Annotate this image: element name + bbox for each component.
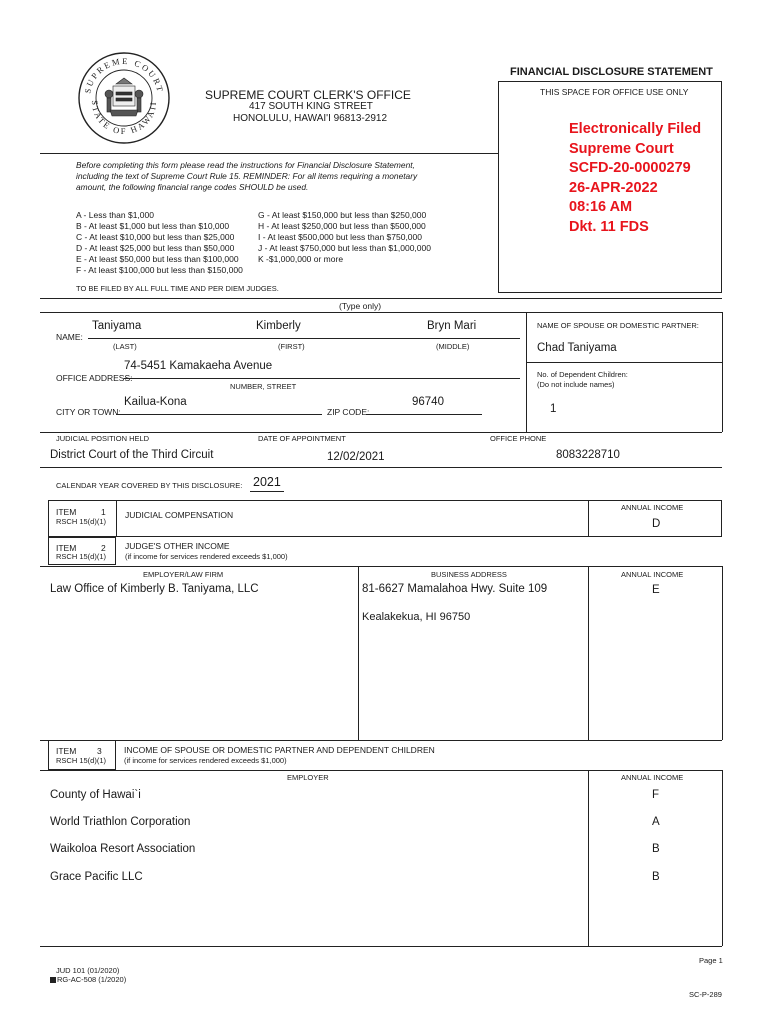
city-underline: [116, 414, 322, 415]
instructions-text: [76, 160, 496, 193]
city-value: Kailua-Kona: [124, 396, 187, 408]
judicial-row-bottom: [40, 467, 722, 468]
item3-title: INCOME OF SPOUSE OR DOMESTIC PARTNER AND DEPENDENT CHILDREN: [124, 745, 435, 755]
item3-row-employer: Grace Pacific LLC: [50, 871, 143, 883]
zip-underline: [366, 414, 482, 415]
type-only-label: (Type only): [339, 301, 382, 311]
office-address-value: 74-5451 Kamakaeha Avenue: [124, 360, 273, 372]
item3-col-divider: [588, 770, 589, 946]
address-underline: [124, 378, 520, 379]
item3-row-income: A: [652, 816, 660, 828]
range-code: F - At least $100,000 but less than $150,000: [76, 264, 243, 275]
item3-row-income: B: [652, 843, 660, 855]
stamp-line-3: SCFD-20-0000279: [569, 160, 691, 176]
name-block-top: [40, 312, 722, 313]
item2-address-line-1: 81-6627 Mamalahoa Hwy. Suite 109: [362, 583, 548, 595]
phone-label: OFFICE PHONE: [490, 434, 547, 443]
item3-row-employer: County of Hawai`i: [50, 789, 141, 801]
calendar-year-label: CALENDAR YEAR COVERED BY THIS DISCLOSURE:: [56, 481, 243, 490]
item3-row-income: F: [652, 789, 660, 801]
item2-right-edge: [722, 566, 723, 740]
name-label: NAME:: [56, 332, 83, 342]
item1-divider-left: [116, 500, 117, 537]
spouse-divider-h: [526, 362, 722, 363]
range-codes-right: [258, 210, 431, 265]
middle-name-value: Bryn Mari: [427, 320, 477, 332]
calendar-year-value: 2021: [253, 475, 281, 489]
item2-income-value: E: [652, 584, 660, 596]
item2-item-label: ITEM: [56, 543, 77, 553]
range-code: A - Less than $1,000: [76, 210, 154, 220]
position-label: JUDICIAL POSITION HELD: [56, 434, 150, 443]
item3-table-bottom: [40, 946, 722, 947]
item3-employer-label: EMPLOYER: [287, 773, 329, 782]
item3-rsch: RSCH 15(d)(1): [56, 756, 107, 765]
phone-value: 8083228710: [556, 449, 620, 461]
form-number-1: JUD 101 (01/2020): [56, 966, 120, 975]
stamp-line-1: Electronically Filed: [569, 121, 702, 137]
seal-top-text: SUPREME COURT: [82, 55, 166, 95]
form-number-2-row: [50, 975, 126, 984]
item2-rsch: RSCH 15(d)(1): [56, 552, 107, 561]
range-code: K -$1,000,000 or more: [258, 253, 344, 264]
item2-table-top: [40, 566, 722, 567]
seal-bottom-text: STATE OF HAWAII: [89, 99, 159, 137]
item3-table-top: [40, 770, 722, 771]
name-block-bottom: [40, 432, 722, 433]
stamp-line-4: 26-APR-2022: [569, 179, 658, 196]
item1-rsch: RSCH 15(d)(1): [56, 517, 107, 526]
item2-employer-value: Law Office of Kimberly B. Taniyama, LLC: [50, 583, 259, 595]
dependents-label: No. of Dependent Children:: [537, 370, 628, 379]
zip-label: ZIP CODE:: [327, 407, 370, 417]
form-number-2: RG-AC-508 (1/2020): [57, 975, 127, 984]
range-code: H - At least $250,000 but less than $500,000: [258, 220, 426, 231]
right-edge: [722, 312, 723, 432]
item1-income-value: D: [652, 518, 661, 530]
office-street: 417 SOUTH KING STREET: [249, 101, 373, 112]
range-code: G - At least $150,000 but less than $250,000: [258, 210, 427, 220]
first-name-label: (FIRST): [278, 342, 305, 351]
item1-divider-right: [588, 500, 589, 537]
name-underline: [88, 338, 520, 339]
range-code: J - At least $750,000 but less than $1,000,000: [258, 242, 431, 253]
spouse-label: NAME OF SPOUSE OR DOMESTIC PARTNER:: [537, 321, 699, 330]
type-only-rule: [40, 298, 722, 299]
range-code: D - At least $25,000 but less than $50,000: [76, 242, 235, 253]
last-name-label: (LAST): [113, 342, 137, 351]
court-seal: [76, 50, 172, 146]
appointment-label: DATE OF APPOINTMENT: [258, 434, 346, 443]
item1-num: 1: [101, 507, 106, 517]
item2-employer-label: EMPLOYER/LAW FIRM: [143, 570, 224, 579]
appointment-value: 12/02/2021: [327, 451, 385, 463]
form-code: SC-P-289: [689, 990, 722, 999]
item3-row-employer: World Triathlon Corporation: [50, 816, 191, 828]
item1-item-label: ITEM: [56, 507, 77, 517]
page-number: Page 1: [699, 956, 723, 965]
dependents-sub-label: (Do not include names): [537, 380, 615, 389]
range-code: E - At least $50,000 but less than $100,000: [76, 253, 239, 264]
instructions-divider: [40, 153, 498, 154]
form-title: FINANCIAL DISCLOSURE STATEMENT: [510, 66, 713, 78]
item1-title: JUDICIAL COMPENSATION: [125, 510, 234, 520]
position-value: District Court of the Third Circuit: [50, 449, 214, 461]
instructions-line-3: amount, the following financial range codes SHOULD be used.: [76, 182, 309, 192]
filed-by-note: TO BE FILED BY ALL FULL TIME AND PER DIEM JUDGES.: [76, 284, 279, 293]
item2-address-label: BUSINESS ADDRESS: [431, 570, 507, 579]
last-name-value: Taniyama: [92, 320, 142, 332]
office-address-label: OFFICE ADDRESS:: [56, 373, 133, 383]
dependents-value: 1: [550, 403, 557, 415]
spouse-divider: [526, 312, 527, 432]
instructions-line-1: Before completing this form please read the instructions for Financial Disclosure Statement,: [76, 160, 415, 170]
office-use-label: THIS SPACE FOR OFFICE USE ONLY: [540, 87, 689, 97]
first-name-value: Kimberly: [256, 320, 301, 332]
range-code: B - At least $1,000 but less than $10,000: [76, 220, 230, 231]
range-code: C - At least $10,000 but less than $25,000: [76, 231, 235, 242]
item3-subtitle: (if income for services rendered exceeds $1,000): [124, 756, 287, 765]
stamp-line-2: Supreme Court: [569, 140, 674, 157]
middle-name-label: (MIDDLE): [436, 342, 470, 351]
range-code: I - At least $500,000 but less than $750,000: [258, 231, 422, 242]
filing-stamp: [569, 120, 701, 237]
item3-item-label: ITEM: [56, 746, 77, 756]
zip-value: 96740: [412, 396, 444, 408]
item2-subtitle: (if income for services rendered exceeds $1,000): [125, 552, 288, 561]
item3-right-edge: [722, 770, 723, 946]
item1-income-label: ANNUAL INCOME: [621, 503, 684, 512]
item2-income-label: ANNUAL INCOME: [621, 570, 684, 579]
office-name: SUPREME COURT CLERK'S OFFICE: [205, 88, 411, 102]
item2-col-1: [358, 566, 359, 740]
address-sub-label: NUMBER, STREET: [230, 382, 297, 391]
item3-row-income: B: [652, 871, 660, 883]
item2-address-line-2: Kealakekua, HI 96750: [362, 611, 471, 623]
form-mark-icon: [50, 977, 56, 983]
calendar-year-underline: [250, 491, 284, 492]
stamp-line-5: 08:16 AM: [569, 199, 633, 215]
office-city: HONOLULU, HAWAI'I 96813-2912: [233, 113, 388, 124]
item2-title: JUDGE'S OTHER INCOME: [125, 541, 230, 551]
item3-income-label: ANNUAL INCOME: [621, 773, 684, 782]
city-label: CITY OR TOWN:: [56, 407, 121, 417]
item2-num: 2: [101, 543, 106, 553]
item3-num: 3: [97, 746, 102, 756]
spouse-value: Chad Taniyama: [537, 342, 617, 354]
instructions-line-2: including the text of Supreme Court Rule 15. REMINDER: For all items requiring a monetary: [76, 171, 418, 181]
item3-row-employer: Waikoloa Resort Association: [50, 843, 196, 855]
item2-table-bottom: [40, 740, 722, 741]
range-codes-left: [76, 210, 243, 275]
stamp-line-6: Dkt. 11 FDS: [569, 218, 649, 235]
item2-col-2: [588, 566, 589, 740]
